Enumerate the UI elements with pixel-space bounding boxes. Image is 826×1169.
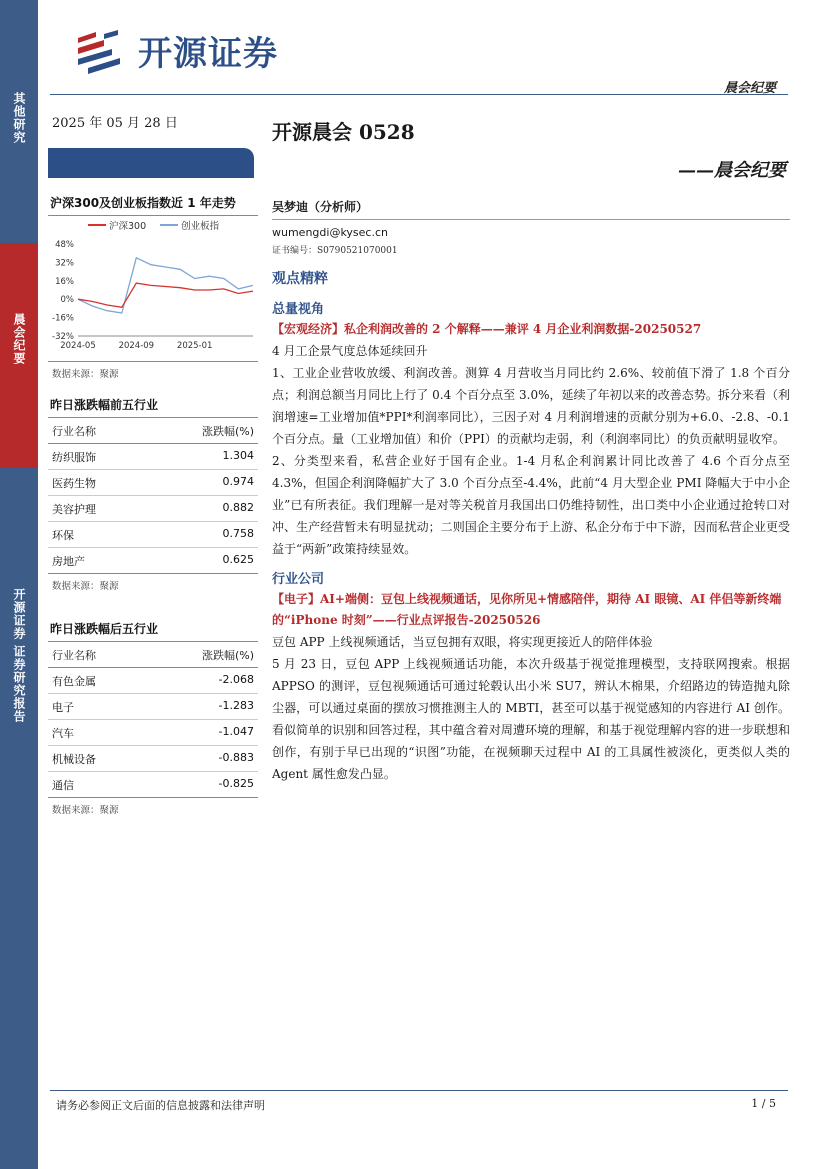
side-band-category-label: 其他研究	[12, 92, 26, 144]
legend-label-chinext: 创业板指	[181, 221, 220, 232]
top5-col-name: 行业名称	[52, 425, 96, 438]
row-value: -0.825	[218, 777, 254, 790]
row-name: 美容护理	[52, 503, 96, 516]
header-divider	[50, 94, 788, 95]
row-name: 通信	[52, 779, 74, 792]
bottom5-heading: 昨日涨跌幅后五行业	[48, 616, 258, 642]
macro-heading: 总量视角	[272, 302, 325, 317]
row-name: 医药生物	[52, 477, 96, 490]
index-chart-svg	[48, 236, 258, 361]
analyst-cert: 证书编号：S0790521070001	[272, 246, 398, 256]
footer-divider	[50, 1090, 788, 1091]
table-row	[48, 470, 258, 496]
macro-report-title[interactable]: 【宏观经济】私企利润改善的 2 个解释——兼评 4 月企业利润数据-20250527	[272, 322, 702, 336]
row-value: -1.283	[218, 699, 254, 712]
row-value: -2.068	[218, 673, 254, 686]
industry-heading: 行业公司	[272, 572, 325, 587]
row-name: 汽车	[52, 727, 74, 740]
y-tick-label: 32%	[55, 258, 74, 269]
table-row	[48, 772, 258, 798]
x-tick-label: 2024-05	[60, 341, 96, 351]
row-value: -1.047	[218, 725, 254, 738]
bottom5-table-header	[48, 642, 258, 668]
y-tick-label: 48%	[55, 240, 74, 250]
table-row	[48, 720, 258, 746]
row-value: 0.882	[222, 501, 254, 514]
analyst-email[interactable]: wumengdi@kysec.cn	[272, 226, 388, 239]
date-banner	[48, 148, 254, 178]
table-row	[48, 694, 258, 720]
macro-lead: 4 月工企景气度总体延续回升	[272, 344, 428, 358]
table-row	[48, 522, 258, 548]
table-row	[48, 444, 258, 470]
bottom5-source: 数据来源：聚源	[52, 805, 119, 816]
row-name: 纺织服饰	[52, 451, 96, 464]
top5-heading: 昨日涨跌幅前五行业	[48, 392, 258, 418]
row-name: 有色金属	[52, 675, 96, 688]
top5-table-header	[48, 418, 258, 444]
bottom5-col-name: 行业名称	[52, 649, 96, 662]
row-value: 0.974	[222, 475, 254, 488]
series-line-0	[78, 283, 253, 307]
report-date: 2025 年 05 月 28 日	[52, 116, 178, 131]
row-value: 0.625	[222, 553, 254, 566]
page-title: 开源晨会 0528	[272, 120, 415, 144]
page-subtitle: ——晨会纪要	[678, 160, 786, 181]
y-tick-label: 0%	[60, 295, 74, 306]
section-title: 观点精粹	[272, 271, 328, 287]
left-column	[48, 190, 258, 820]
legend-swatch-chinext	[160, 224, 178, 226]
right-column	[272, 198, 790, 785]
row-name: 环保	[52, 529, 74, 542]
side-band-report-type-label: 晨会纪要	[12, 313, 26, 365]
macro-paragraph-2: 2、分类型来看，私营企业好于国有企业。1-4 月私企利润累计同比改善了 4.6 个百分点至 4.3%，但国企利润降幅扩大了 3.0 个百分点至-4.4%，此前“4 月大型企业 PMI 降幅大于中小企业”已有所表征。我们理解一是对等关税首月我国出口仍维持韧性，出口类中小企业通过抢转口对冲、生产经营暂未有明显扰动；二则国企主要分布于上游、私企分布于中下游，因而私营企业更受益于“两新”政策持续显效。	[272, 454, 790, 556]
table-row	[48, 746, 258, 772]
logo-mark-icon	[74, 28, 134, 74]
legend-item-chinext	[160, 218, 219, 232]
page-number: 1 / 5	[751, 1097, 776, 1110]
side-band-company	[0, 468, 38, 1169]
legend-item-hs300	[88, 218, 146, 232]
row-value: 1.304	[222, 449, 254, 462]
table-row	[48, 548, 258, 574]
legend-swatch-hs300	[88, 224, 106, 226]
chart-heading: 沪深300及创业板指数近 1 年走势	[48, 190, 258, 216]
macro-paragraph-1: 1、工业企业营收放缓、利润改善。测算 4 月营收当月同比约 2.6%、较前值下滑了 1.8 个百分点；利润总额当月同比上行了 0.4 个百分点至 3.0%，延续了年初以来的改善态势。拆分来看（利润增速=工业增加值*PPI*利润率同比），三因子对 4 月利润增速的贡献分别为+6.0、-2.8、-0.1 个百分点。量（工业增加值）和价（PPI）的贡献均走弱，利（利润率同比）的负贡献明显收窄。	[272, 366, 790, 446]
header-report-type: 晨会纪要	[723, 81, 776, 96]
x-tick-label: 2025-01	[176, 341, 213, 351]
footer-disclaimer[interactable]: 请务必参阅正文后面的信息披露和法律声明	[56, 1099, 265, 1112]
row-name: 房地产	[52, 555, 85, 568]
table-row	[48, 496, 258, 522]
side-band-category	[0, 0, 38, 243]
side-band-report-type	[0, 243, 38, 468]
table-row	[48, 668, 258, 694]
row-name: 电子	[52, 701, 74, 714]
index-chart	[48, 236, 258, 361]
chart-legend	[88, 218, 258, 232]
top5-col-value: 涨跌幅(%)	[201, 425, 254, 438]
industry-lead: 豆包 APP 上线视频通话，当豆包拥有双眼，将实现更接近人的陪伴体验	[272, 635, 653, 649]
row-name: 机械设备	[52, 753, 96, 766]
analyst-name: 吴梦迪（分析师）	[272, 200, 369, 214]
bottom5-col-value: 涨跌幅(%)	[201, 649, 254, 662]
chart-source: 数据来源：聚源	[48, 361, 258, 384]
analyst-divider	[272, 219, 790, 220]
top5-source: 数据来源：聚源	[52, 581, 119, 592]
side-band-company-label: 开源证券 证券研究报告	[12, 588, 26, 724]
x-tick-label: 2024-09	[118, 341, 155, 351]
y-tick-label: -32%	[52, 332, 74, 342]
y-tick-label: -16%	[52, 313, 74, 324]
industry-paragraph-1: 5 月 23 日，豆包 APP 上线视频通话功能，本次升级基于视觉推理模型，支持联网搜索。根据 APPSO 的测评，豆包视频通话可通过轮毂认出小米 SU7，辨认木棉果，介绍路边的铸造抛丸除尘器，可以通过桌面的摆放习惯推测主人的 MBTI，甚至可以基于视觉感知的内容进行 AI 创作。看似简单的识别和回答过程，其中蕴含着对周遭环境的理解，和基于视觉理解内容的进一步联想和创作，有别于早已出现的“识图”功能，在视频聊天过程中 AI 的工具属性被淡化，更类似人类的 Agent 属性愈发凸显。	[272, 657, 790, 781]
logo-text: 开源证券	[138, 34, 278, 74]
legend-label-hs300: 沪深300	[109, 221, 147, 232]
industry-report-title[interactable]: 【电子】AI+端侧：豆包上线视频通话，见你所见+情感陪伴，期待 AI 眼镜、AI 伴侣等新终端的“iPhone 时刻”——行业点评报告-20250526	[272, 592, 782, 627]
row-value: 0.758	[222, 527, 254, 540]
row-value: -0.883	[218, 751, 254, 764]
company-logo	[74, 26, 278, 75]
y-tick-label: 16%	[55, 276, 74, 287]
